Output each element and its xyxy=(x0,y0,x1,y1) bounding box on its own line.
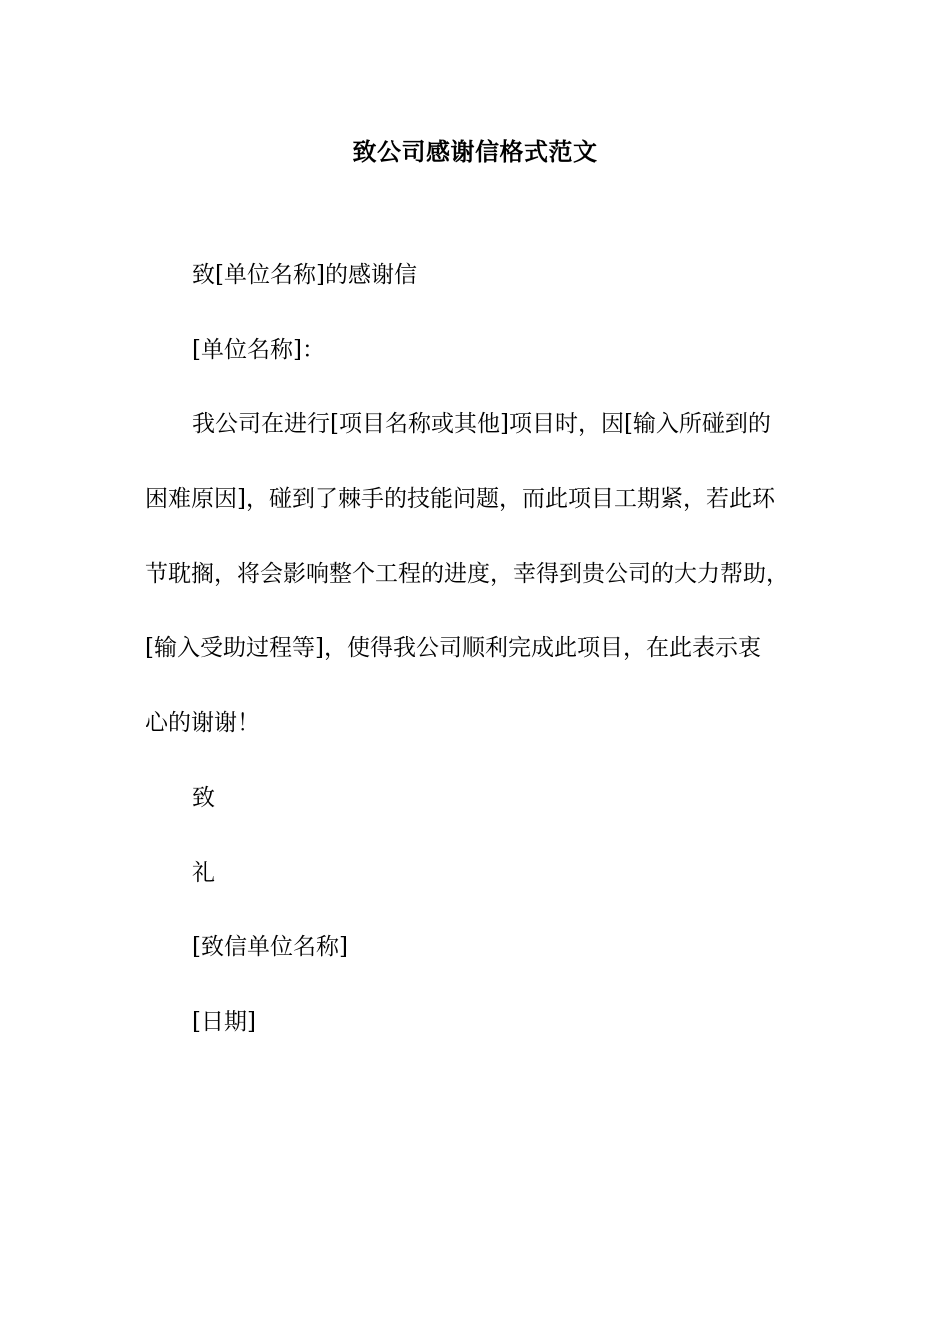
closing-line-1: 致 xyxy=(192,785,215,811)
body-line-3: 节耽搁，将会影响整个工程的进度，幸得到贵公司的大力帮助， xyxy=(145,561,789,587)
date-line: [日期] xyxy=(192,1009,256,1035)
body-line-4: [输入受助过程等]，使得我公司顺利完成此项目，在此表示衷 xyxy=(145,635,761,661)
closing-line-2: 礼 xyxy=(192,860,215,886)
body-line-2: 困难原因]，碰到了棘手的技能问题，而此项目工期紧，若此环 xyxy=(145,486,775,512)
letter-salutation: [单位名称]： xyxy=(192,337,325,363)
document-title: 致公司感谢信格式范文 xyxy=(352,137,598,166)
body-line-1: 我公司在进行[项目名称或其他]项目时，因[输入所碰到的 xyxy=(192,411,771,437)
letter-heading: 致[单位名称]的感谢信 xyxy=(192,262,417,288)
body-line-5: 心的谢谢！ xyxy=(145,710,260,736)
signature-line: [致信单位名称] xyxy=(192,934,348,960)
